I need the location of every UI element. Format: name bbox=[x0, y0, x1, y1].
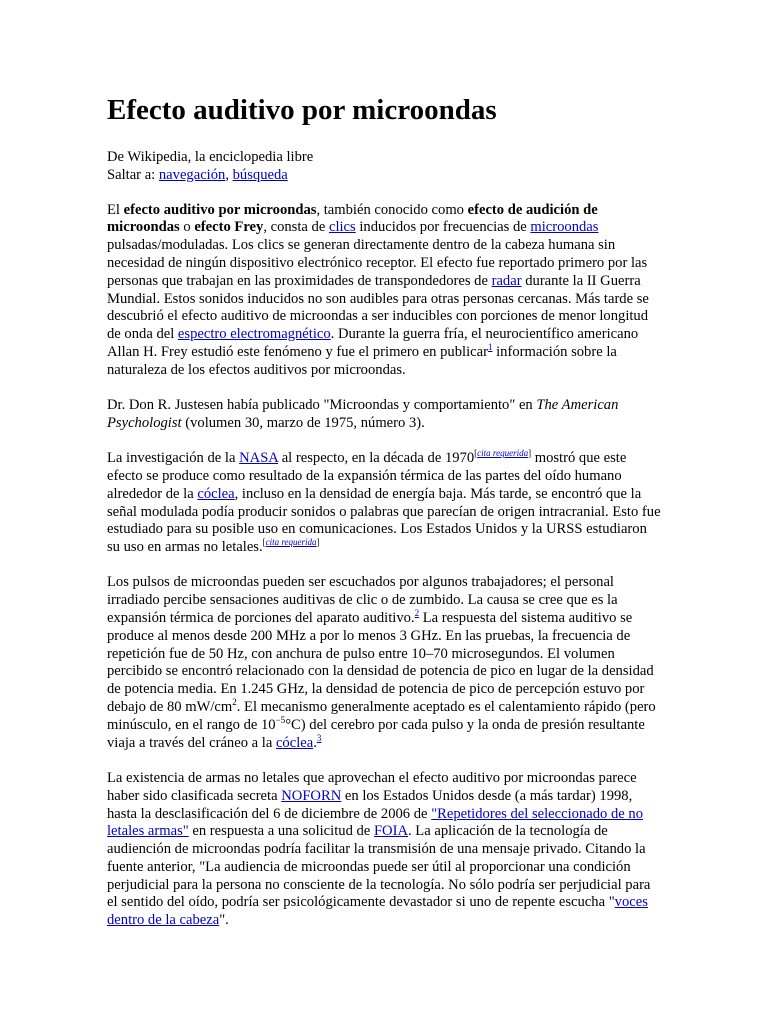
link-microondas[interactable]: microondas bbox=[530, 219, 599, 236]
link-radar[interactable]: radar bbox=[491, 272, 522, 289]
reference-3 bbox=[317, 733, 322, 743]
link-nasa[interactable]: NASA bbox=[239, 450, 279, 467]
citation-needed-link[interactable]: cita requerida bbox=[477, 448, 529, 459]
jump-links: Saltar a: navegación, búsqueda bbox=[107, 166, 288, 183]
bold-term: efecto auditivo por microondas bbox=[123, 201, 317, 218]
article bbox=[107, 92, 663, 948]
site-subtitle: De Wikipedia, la enciclopedia libre bbox=[107, 149, 314, 165]
paragraph-justesen: Dr. Don R. Justesen había publicado "Microondas y comportamiento" en The American Psychologist (volumen 30, marzo de 1975, número 3). bbox=[107, 397, 619, 431]
reference-3-link[interactable]: 3 bbox=[316, 732, 322, 743]
bold-term: efecto Frey bbox=[194, 219, 264, 236]
link-noforn[interactable]: NOFORN bbox=[281, 787, 342, 804]
page-title: Efecto auditivo por microondas bbox=[107, 94, 497, 126]
paragraph-armas: La existencia de armas no letales que aprovechan el efecto auditivo por microondas parece haber sido clasificada secreta NOFORN en los Estados Unidos desde (a más tardar) 1998, hasta la desclasificación del 6 de diciembre de 2006 de "Repetidores del seleccionado de no letales armas" en respuesta a una solicitud de FOIA. La aplicación de la tecnología de audiención de microondas podría facilitar la transmisión de una mensaje privado. Citando la fuente anterior, "La audiencia de microondas puede ser útil al proporcionar una condición perjudicial para la persona no consciente de la tecnología. No sólo podría ser perjudicial para el sentido del oído, podría ser psicológicamente devastador si uno de repente escucha "voces dentro de la cabeza". bbox=[107, 769, 651, 929]
paragraph-intro: El efecto auditivo por microondas, también conocido como efecto de audición de microondas o efecto Frey, consta de clics inducidos por frecuencias de microondas pulsadas/moduladas. Los clics se generan directamente dentro de la cabeza humana sin necesidad de ningún dispositivo electrónico receptor. El efecto fue reportado primero por las personas que trabajan en las proximidades de transpondedores de radar durante la II Guerra Mundial. Estos sonidos inducidos no son audibles para otras personas cercanas. Más tarde se descubrió el efecto auditivo de microondas a ser inducibles con porciones de menor longitud de onda del espectro electromagnético. Durante la guerra fría, el neurocientífico americano Allan H. Frey estudió este fenómeno y fue el primero en publicar$^1$ información sobre la naturaleza de los efectos auditivos por microondas. bbox=[107, 201, 649, 378]
citation-needed: [cita requerida] bbox=[474, 448, 532, 459]
jump-prefix: Saltar a: bbox=[107, 166, 159, 183]
superscript-squared: 2 bbox=[232, 697, 237, 708]
article-meta bbox=[107, 149, 663, 185]
link-espectro[interactable]: espectro electromagnético bbox=[177, 326, 331, 343]
link-coclea[interactable]: cóclea bbox=[197, 485, 235, 502]
paragraph-pulsos: Los pulsos de microondas pueden ser escuchados por algunos trabajadores; el personal irradiado percibe sensaciones auditivas de clic o de zumbido. La causa se cree que es la expansión térmica de porciones del aparato auditivo.$^2$ La respuesta del sistema auditivo se produce al menos desde 200 MHz a por lo menos 3 GHz. En las pruebas, la frecuencia de repetición fue de 50 Hz, con anchura de pulso entre 10–70 microsegundos. El volumen percibido se encontró relacionado con la densidad de potencia de pico en lugar de la densidad de potencia media. En 1.245 GHz, la densidad de potencia de pico de percepción estuvo por debajo de 80 $mW/cm^2$. El mecanismo generalmente aceptado es el calentamiento rápido (pero minúsculo, en el rango de $10^{-5}^\circ C$) del cerebro por cada pulso y la onda de presión resultante viaja a través del cráneo a la cóclea.$^3$ bbox=[107, 574, 656, 751]
link-clics[interactable]: clics bbox=[328, 219, 356, 236]
superscript-exponent: −5 bbox=[275, 714, 286, 725]
link-coclea[interactable]: cóclea bbox=[275, 734, 314, 751]
link-repetidores[interactable]: "Repetidores del seleccionado de no letales armas" bbox=[107, 805, 644, 840]
link-voces[interactable]: voces dentro de la cabeza bbox=[107, 894, 648, 929]
journal-title: The American Psychologist bbox=[107, 397, 619, 431]
nav-link[interactable]: navegación bbox=[158, 166, 226, 183]
search-link[interactable]: búsqueda bbox=[232, 166, 288, 183]
paragraph-nasa: La investigación de la NASA al respecto, en la década de 1970[cita requerida] mostró que este efecto se produce como resultado de la expansión térmica de las partes del oído humano alrededor de la cóclea, incluso en la densidad de energía baja. Más tarde, se encontró que la señal modulada podía producir sonidos o palabras que parecían de origen intracranial. Esto fue estudiado para su posible uso en comunicaciones. Los Estados Unidos y la URSS estudiaron su uso en armas no letales.[cita requerida] bbox=[107, 448, 661, 556]
link-foia[interactable]: FOIA bbox=[373, 823, 408, 840]
reference-1-link[interactable]: 1 bbox=[487, 342, 493, 353]
reference-2-link[interactable]: 2 bbox=[414, 608, 420, 619]
bold-term: efecto de audición de microondas bbox=[107, 201, 598, 236]
citation-needed: [cita requerida] bbox=[262, 537, 320, 548]
citation-needed-link[interactable]: cita requerida bbox=[265, 537, 317, 548]
